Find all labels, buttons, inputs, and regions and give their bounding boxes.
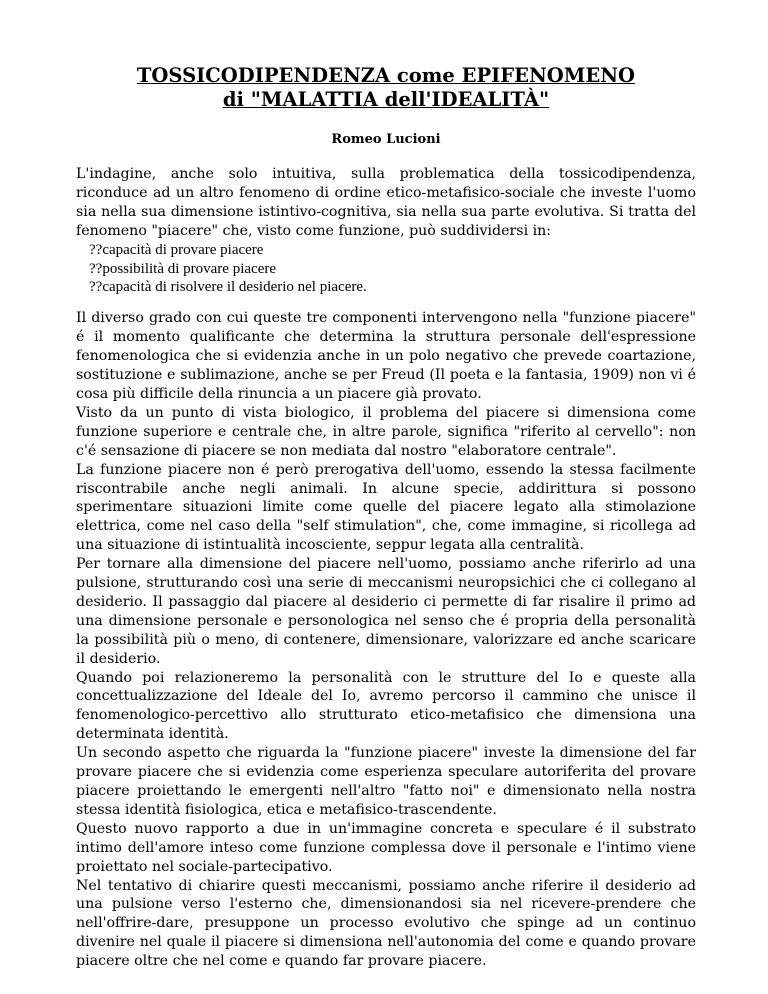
bullet-list [76,241,696,298]
list-item: ??capacità di provare piacere [89,241,264,258]
body-paragraph: Per tornare alla dimensione del piacere nell'uomo, possiamo anche riferirlo ad una pulsione, strutturando così una serie di meccanismi neuropsichici che ci collegano al desiderio. Il passaggio dal piacere al desiderio ci permette di far risalire il primo ad una dimensione personale e personologica nel senso che é propria della personalità la possibilità più o meno, di contenere, dimensionare, valorizzare ed anche scaricare il desiderio. [76,556,696,667]
title-line-1: TOSSICODIPENDENZA come EPIFENOMENO [136,64,636,87]
list-item: ??possibilità di provare piacere [89,260,277,277]
body-paragraph: Quando poi relazioneremo la personalità con le strutture del Io e queste alla concettualizzazione del Ideale del Io, avremo percorso il cammino che unisce il fenomenologico-percettivo allo strutturato etico-metafisico che dimensiona una determinata identità. [76,669,696,743]
document-page [76,64,696,971]
document-title [76,64,696,112]
body-paragraph: Questo nuovo rapporto a due in un'immagine concreta e speculare é il substrato intimo dell'amore inteso come funzione complessa dove il personale e l'intimo viene proiettato nel sociale-partecipativo. [76,820,696,875]
body-paragraph: Visto da un punto di vista biologico, il problema del piacere si dimensiona come funzione superiore e centrale che, in altre parole, significa "riferito al cervello": non c'é sensazione di piacere se non mediata dal nostro "elaboratore centrale". [76,404,696,459]
body-paragraph: Nel tentativo di chiarire questi meccanismi, possiamo anche riferire il desiderio ad una pulsione verso l'esterno che, dimensionandosi sia nel ricevere-prendere che nell'offrire-dare, presuppone un processo evolutivo che spinge ad un continuo divenire nel quale il piacere si dimensiona nell'autonomia del come e quando provare piacere oltre che nel come e quando far provare piacere. [76,877,696,970]
list-item: ??capacità di risolvere il desiderio nel piacere. [89,279,367,296]
body-paragraph: Un secondo aspetto che riguarda la "funzione piacere" investe la dimensione del far provare piacere che si evidenzia come esperienza speculare autoriferita del provare piacere proiettando le emergenti nell'altro "fatto noi" e dimensionato nella nostra stessa identità fisiologica, etica e metafisico-trascendente. [76,745,696,818]
title-line-2: di "MALATTIA dell'IDEALITÀ" [222,88,550,111]
intro-paragraph: L'indagine, anche solo intuitiva, sulla problematica della tossicodipendenza, riconduce ad un altro fenomeno di ordine etico-metafisico-sociale che investe l'uomo sia nella sua dimensione istintivo-cognitiva, sia nella sua parte evolutiva. Si tratta del fenomeno "piacere" che, visto come funzione, può suddividersi in: [76,166,696,239]
body-paragraph: La funzione piacere non é però prerogativa dell'uomo, essendo la stessa facilmente riscontrabile anche negli animali. In alcune specie, addirittura si possono sperimentare situazioni limite come quelle del piacere legato alla stimolazione elettrica, come nel caso della "self stimulation", che, come immagine, si ricollega ad una situazione di istintualità incosciente, seppur legata alla centralità. [76,461,696,554]
author-name: Romeo Lucioni [331,132,441,147]
body-paragraph: Il diverso grado con cui queste tre componenti intervengono nella "funzione piacere" é il momento qualificante che determina la struttura personale dell'espressione fenomenologica che si evidenzia anche in un polo negativo che prevede coartazione, sostituzione e sublimazione, anche se per Freud (Il poeta e la fantasia, 1909) non vi é cosa più difficile della rinuncia a un piacere già provato. [76,310,696,402]
